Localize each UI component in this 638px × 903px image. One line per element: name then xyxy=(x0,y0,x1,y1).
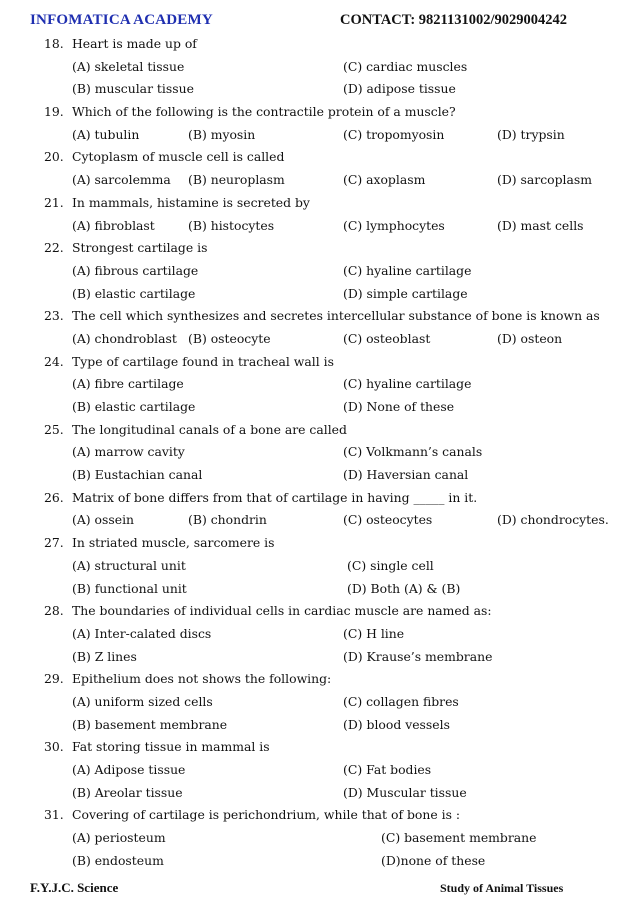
option-c: (C) hyaline cartilage xyxy=(343,262,472,278)
option-a: (A) skeletal tissue xyxy=(72,58,185,74)
option-b: (B) neuroplasm xyxy=(188,172,285,188)
option-a: (A) structural unit xyxy=(72,557,186,573)
option-row xyxy=(0,169,638,192)
question-text: The boundaries of individual cells in cardiac muscle are named as: xyxy=(72,603,492,619)
course-label: F.Y.J.C. Science xyxy=(30,880,119,895)
option-row xyxy=(0,124,638,147)
option-d: (D) simple cartilage xyxy=(343,285,468,301)
option-row xyxy=(0,646,638,669)
option-c: (C) collagen fibres xyxy=(343,693,459,709)
option-a: (A) Adipose tissue xyxy=(72,762,186,777)
question-text: Type of cartilage found in tracheal wall is xyxy=(72,353,334,369)
question-number: 21. xyxy=(44,194,64,210)
option-row xyxy=(0,691,638,714)
option-d: (D) Haversian canal xyxy=(343,467,469,483)
question-row xyxy=(0,101,638,124)
question-text: The cell which synthesizes and secretes intercellular substance of bone is known as xyxy=(72,308,600,324)
option-c: (C) osteoblast xyxy=(343,330,431,346)
question-row xyxy=(0,305,638,328)
option-d: (D) chondrocytes. xyxy=(497,512,609,528)
question-text: Epithelium does not shows the following: xyxy=(72,671,332,687)
academy-name: INFOMATICA ACADEMY xyxy=(30,12,213,28)
question-row xyxy=(0,146,638,169)
option-a: (A) sarcolemma xyxy=(72,172,171,188)
question-number: 25. xyxy=(44,421,64,437)
question-number: 19. xyxy=(44,104,64,120)
question-row xyxy=(0,804,638,827)
option-row xyxy=(0,714,638,737)
question-row xyxy=(0,33,638,56)
option-c: (C) single cell xyxy=(347,557,434,573)
question-row xyxy=(0,351,638,374)
option-d: (D) blood vessels xyxy=(343,716,450,732)
question-number: 26. xyxy=(44,489,64,505)
option-row xyxy=(0,260,638,283)
option-a: (A) fibroblast xyxy=(72,217,155,233)
option-row xyxy=(0,328,638,351)
question-number: 18. xyxy=(44,36,64,51)
question-row xyxy=(0,487,638,510)
question-list xyxy=(0,33,638,872)
option-row xyxy=(0,396,638,419)
option-row xyxy=(0,578,638,601)
option-row xyxy=(0,827,638,850)
option-row xyxy=(0,78,638,101)
option-c: (C) tropomyosin xyxy=(343,126,445,142)
option-row xyxy=(0,759,638,782)
option-a: (A) Inter-calated discs xyxy=(72,625,212,641)
question-row xyxy=(0,192,638,215)
option-row xyxy=(0,373,638,396)
chapter-title: Study of Animal Tissues xyxy=(440,881,564,895)
option-a: (A) tubulin xyxy=(72,126,140,142)
option-a: (A) ossein xyxy=(72,512,135,528)
option-d: (D) mast cells xyxy=(497,217,584,233)
question-number: 24. xyxy=(44,353,64,369)
option-c: (C) basement membrane xyxy=(381,830,537,846)
question-row xyxy=(0,419,638,442)
option-c: (C) osteocytes xyxy=(343,512,433,528)
option-d: (D)none of these xyxy=(381,852,486,868)
option-row xyxy=(0,464,638,487)
option-b: (B) Eustachian canal xyxy=(72,467,203,483)
option-row xyxy=(0,782,638,805)
option-a: (A) chondroblast xyxy=(72,330,177,346)
question-number: 31. xyxy=(44,807,64,823)
option-b: (B) Areolar tissue xyxy=(72,784,183,800)
question-text: Fat storing tissue in mammal is xyxy=(72,739,270,755)
option-row xyxy=(0,441,638,464)
option-b: (B) endosteum xyxy=(72,852,164,868)
option-b: (B) histocytes xyxy=(188,217,275,233)
option-d: (D) Krause’s membrane xyxy=(343,648,493,664)
question-number: 20. xyxy=(44,149,64,165)
question-number: 28. xyxy=(44,603,64,619)
option-c: (C) H line xyxy=(343,625,405,641)
option-row xyxy=(0,56,638,79)
question-text: Cytoplasm of muscle cell is called xyxy=(72,149,285,165)
question-number: 30. xyxy=(44,739,64,755)
question-text: Which of the following is the contractile protein of a muscle? xyxy=(72,104,456,120)
question-text: Covering of cartilage is perichondrium, while that of bone is : xyxy=(72,807,461,823)
option-b: (B) chondrin xyxy=(188,512,267,528)
option-b: (B) functional unit xyxy=(72,580,187,596)
option-a: (A) fibre cartilage xyxy=(72,376,184,392)
option-c: (C) Fat bodies xyxy=(343,762,432,777)
question-text: Strongest cartilage is xyxy=(72,240,208,256)
question-row xyxy=(0,600,638,623)
option-d: (D) Both (A) & (B) xyxy=(347,580,461,596)
question-text: The longitudinal canals of a bone are called xyxy=(72,421,347,437)
option-c: (C) Volkmann’s canals xyxy=(343,444,483,460)
option-row xyxy=(0,850,638,873)
question-number: 22. xyxy=(44,240,64,256)
option-a: (A) uniform sized cells xyxy=(72,693,213,709)
question-row xyxy=(0,736,638,759)
option-d: (D) trypsin xyxy=(497,126,565,142)
question-row xyxy=(0,237,638,260)
question-number: 27. xyxy=(44,535,64,551)
option-row xyxy=(0,283,638,306)
option-d: (D) osteon xyxy=(497,330,563,346)
option-d: (D) None of these xyxy=(343,399,455,414)
option-b: (B) osteocyte xyxy=(188,330,271,346)
question-number: 29. xyxy=(44,671,64,687)
option-d: (D) Muscular tissue xyxy=(343,784,467,800)
option-d: (D) adipose tissue xyxy=(343,81,456,97)
option-c: (C) cardiac muscles xyxy=(343,58,468,74)
option-c: (C) hyaline cartilage xyxy=(343,376,472,392)
option-a: (A) periosteum xyxy=(72,830,166,846)
option-row xyxy=(0,215,638,238)
option-row xyxy=(0,623,638,646)
question-text: In mammals, histamine is secreted by xyxy=(72,194,310,210)
option-b: (B) Z lines xyxy=(72,648,137,664)
option-b: (B) elastic cartilage xyxy=(72,399,196,414)
question-row xyxy=(0,532,638,555)
option-a: (A) fibrous cartilage xyxy=(72,262,199,278)
option-b: (B) basement membrane xyxy=(72,716,228,732)
option-row xyxy=(0,509,638,532)
question-row xyxy=(0,668,638,691)
option-b: (B) elastic cartilage xyxy=(72,285,196,301)
option-row xyxy=(0,555,638,578)
contact-info: CONTACT: 9821131002/9029004242 xyxy=(340,12,568,28)
option-a: (A) marrow cavity xyxy=(72,444,185,460)
question-text: In striated muscle, sarcomere is xyxy=(72,535,275,551)
option-b: (B) muscular tissue xyxy=(72,81,194,97)
option-c: (C) lymphocytes xyxy=(343,217,445,233)
question-text: Heart is made up of xyxy=(72,36,197,51)
question-number: 23. xyxy=(44,308,64,324)
question-text: Matrix of bone differs from that of cartilage in having _____ in it. xyxy=(72,489,478,505)
option-d: (D) sarcoplasm xyxy=(497,172,592,188)
option-c: (C) axoplasm xyxy=(343,172,426,188)
option-b: (B) myosin xyxy=(188,126,256,142)
